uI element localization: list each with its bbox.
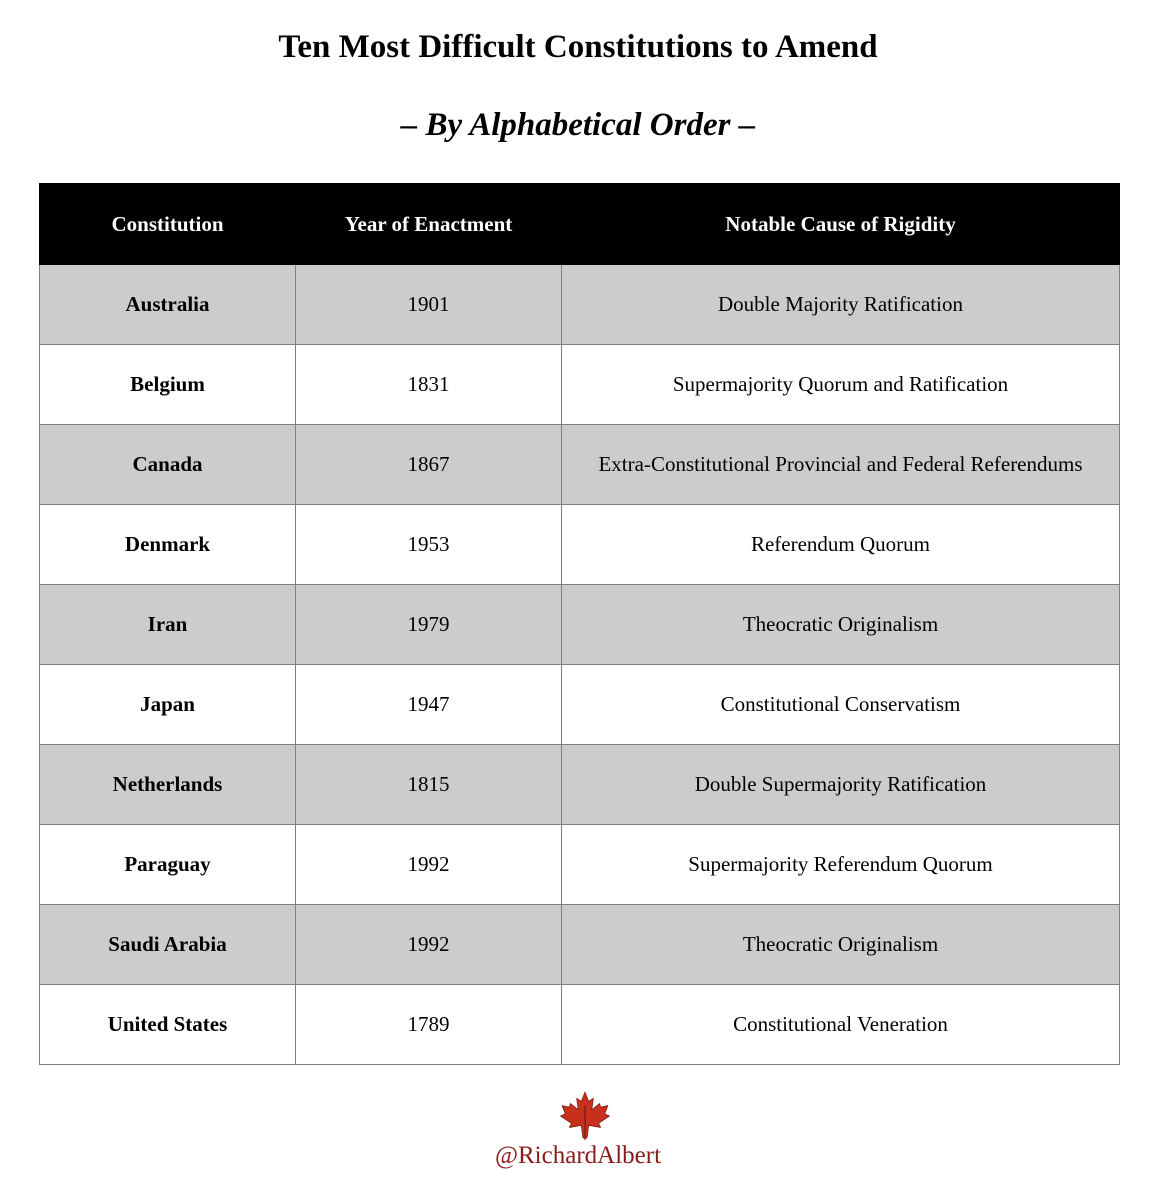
cell-constitution: Japan <box>40 665 296 745</box>
table-row <box>40 825 1120 905</box>
cell-constitution: Canada <box>40 425 296 505</box>
table-row <box>40 745 1120 825</box>
cell-constitution: Belgium <box>40 345 296 425</box>
cell-year: 1992 <box>296 905 562 985</box>
cell-cause: Theocratic Originalism <box>562 585 1120 665</box>
column-header-year: Year of Enactment <box>296 184 562 265</box>
cell-cause: Double Supermajority Ratification <box>562 745 1120 825</box>
cell-year: 1789 <box>296 985 562 1065</box>
cell-year: 1979 <box>296 585 562 665</box>
column-header-cause: Notable Cause of Rigidity <box>562 184 1120 265</box>
cell-constitution: Saudi Arabia <box>40 905 296 985</box>
table-row <box>40 345 1120 425</box>
constitutions-table <box>39 183 1120 1065</box>
cell-cause: Constitutional Conservatism <box>562 665 1120 745</box>
cell-constitution: Paraguay <box>40 825 296 905</box>
table-row <box>40 905 1120 985</box>
table-row <box>40 585 1120 665</box>
author-handle: @RichardAlbert <box>494 1142 662 1169</box>
cell-cause: Referendum Quorum <box>562 505 1120 585</box>
cell-year: 1953 <box>296 505 562 585</box>
table-row <box>40 425 1120 505</box>
page-subtitle: – By Alphabetical Order – <box>400 107 756 143</box>
table-row <box>40 505 1120 585</box>
cell-cause: Constitutional Veneration <box>562 985 1120 1065</box>
table-row <box>40 665 1120 745</box>
cell-cause: Extra-Constitutional Provincial and Federal Referendums <box>562 425 1120 505</box>
cell-year: 1992 <box>296 825 562 905</box>
cell-cause: Theocratic Originalism <box>562 905 1120 985</box>
cell-constitution: United States <box>40 985 296 1065</box>
cell-year: 1831 <box>296 345 562 425</box>
table-row <box>40 985 1120 1065</box>
page-title: Ten Most Difficult Constitutions to Amend <box>278 29 878 65</box>
cell-constitution: Iran <box>40 585 296 665</box>
cell-year: 1947 <box>296 665 562 745</box>
cell-cause: Supermajority Referendum Quorum <box>562 825 1120 905</box>
cell-cause: Supermajority Quorum and Ratification <box>562 345 1120 425</box>
cell-constitution: Netherlands <box>40 745 296 825</box>
cell-constitution: Denmark <box>40 505 296 585</box>
cell-cause: Double Majority Ratification <box>562 265 1120 345</box>
table-header-row <box>40 184 1120 265</box>
cell-year: 1901 <box>296 265 562 345</box>
cell-constitution: Australia <box>40 265 296 345</box>
column-header-constitution: Constitution <box>40 184 296 265</box>
cell-year: 1815 <box>296 745 562 825</box>
table-row <box>40 265 1120 345</box>
maple-leaf-icon <box>559 1090 611 1142</box>
cell-year: 1867 <box>296 425 562 505</box>
